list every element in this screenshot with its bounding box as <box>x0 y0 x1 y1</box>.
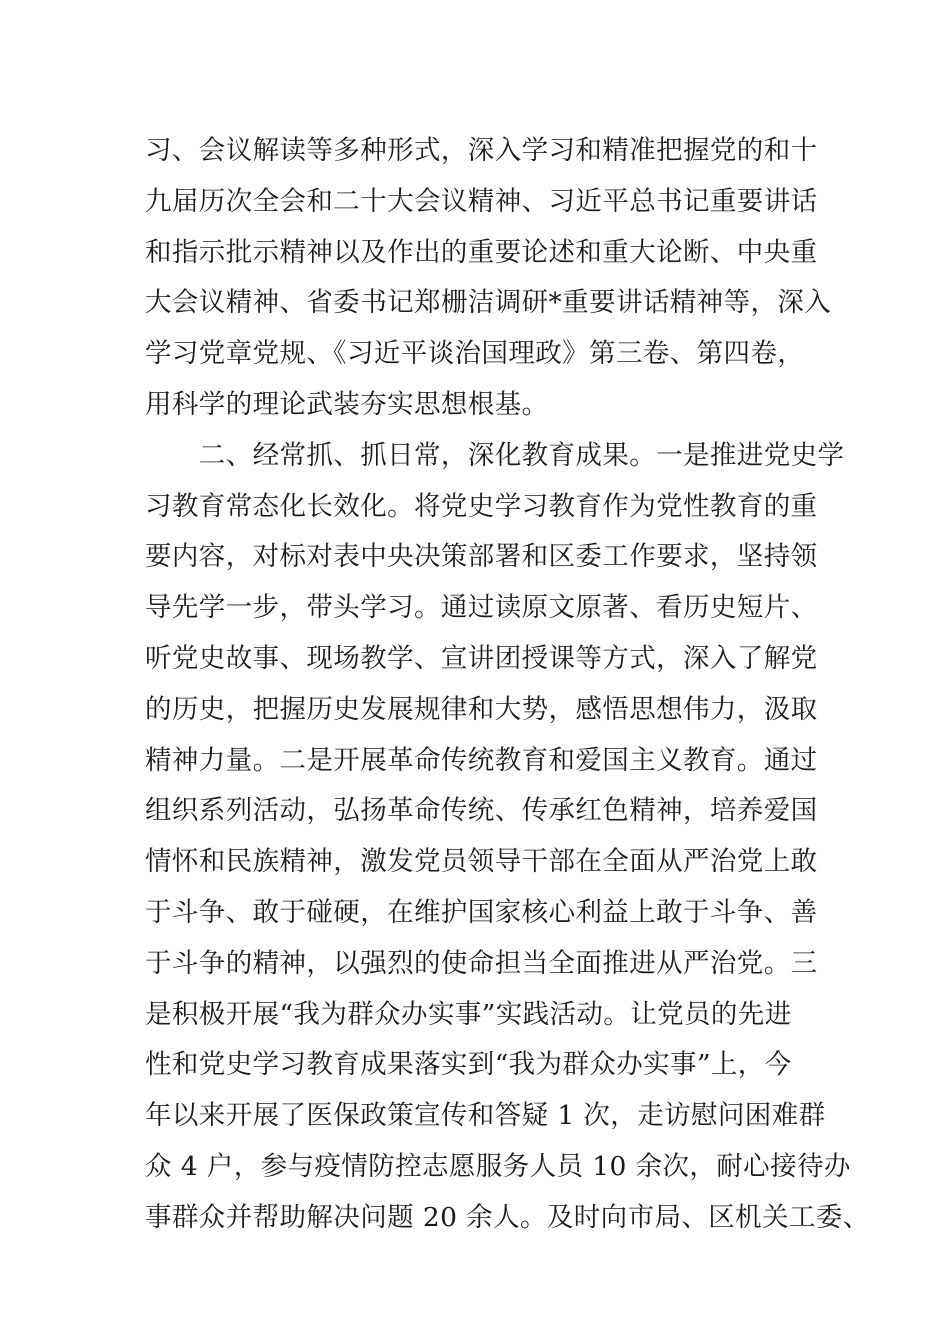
paragraph-2 <box>145 431 870 1244</box>
text-line: 习、会议解读等多种形式，深入学习和精准把握党的和十 <box>145 135 818 166</box>
text-line: 和指示批示精神以及作出的重要论述和重大论断、中央重 <box>145 236 818 268</box>
text-line: 精神力量。二是开展革命传统教育和爱国主义教育。通过 <box>145 744 818 776</box>
text-line: 性和党史学习教育成果落实到“我为群众办实事”上，今 <box>145 1049 792 1081</box>
body-text <box>145 126 870 1244</box>
text-line: 年以来开展了医保政策宣传和答疑 1 次，走访慰问困难群 <box>145 1100 826 1132</box>
text-line: 导先学一步，带头学习。通过读原文原著、看历史短片、 <box>145 592 818 624</box>
text-line: 是积极开展“我为群众办实事”实践活动。让党员的先进 <box>145 998 792 1030</box>
text-line: 事群众并帮助解决问题 20 余人。及时向市局、区机关工委、 <box>145 1201 870 1233</box>
text-line: 九届历次全会和二十大会议精神、习近平总书记重要讲话 <box>145 185 818 217</box>
text-line: 众 4 户，参与疫情防控志愿服务人员 10 余次，耐心接待办 <box>145 1150 851 1182</box>
text-line: 要内容，对标对表中央决策部署和区委工作要求，坚持领 <box>145 541 818 573</box>
text-line: 于斗争、敢于碰硬，在维护国家核心利益上敢于斗争、善 <box>145 896 818 928</box>
text-line: 二、经常抓、抓日常，深化教育成果。一是推进党史学 <box>145 439 845 471</box>
text-line: 的历史，把握历史发展规律和大势，感悟思想伟力，汲取 <box>145 693 818 725</box>
text-line: 习教育常态化长效化。将党史学习教育作为党性教育的重 <box>145 490 818 522</box>
text-line: 于斗争的精神，以强烈的使命担当全面推进从严治党。三 <box>145 947 818 979</box>
text-line: 学习党章党规、《习近平谈治国理政》第三卷、第四卷， <box>145 338 805 370</box>
text-line: 情怀和民族精神，激发党员领导干部在全面从严治党上敢 <box>145 846 818 878</box>
text-line: 大会议精神、省委书记郑栅洁调研*重要讲话精神等，深入 <box>145 287 832 319</box>
text-line: 用科学的理论武装夯实思想根基。 <box>145 388 549 420</box>
text-line: 听党史故事、现场教学、宣讲团授课等方式，深入了解党 <box>145 642 818 674</box>
text-line: 组织系列活动，弘扬革命传统、传承红色精神，培养爱国 <box>145 795 818 827</box>
paragraph-1 <box>145 126 845 431</box>
